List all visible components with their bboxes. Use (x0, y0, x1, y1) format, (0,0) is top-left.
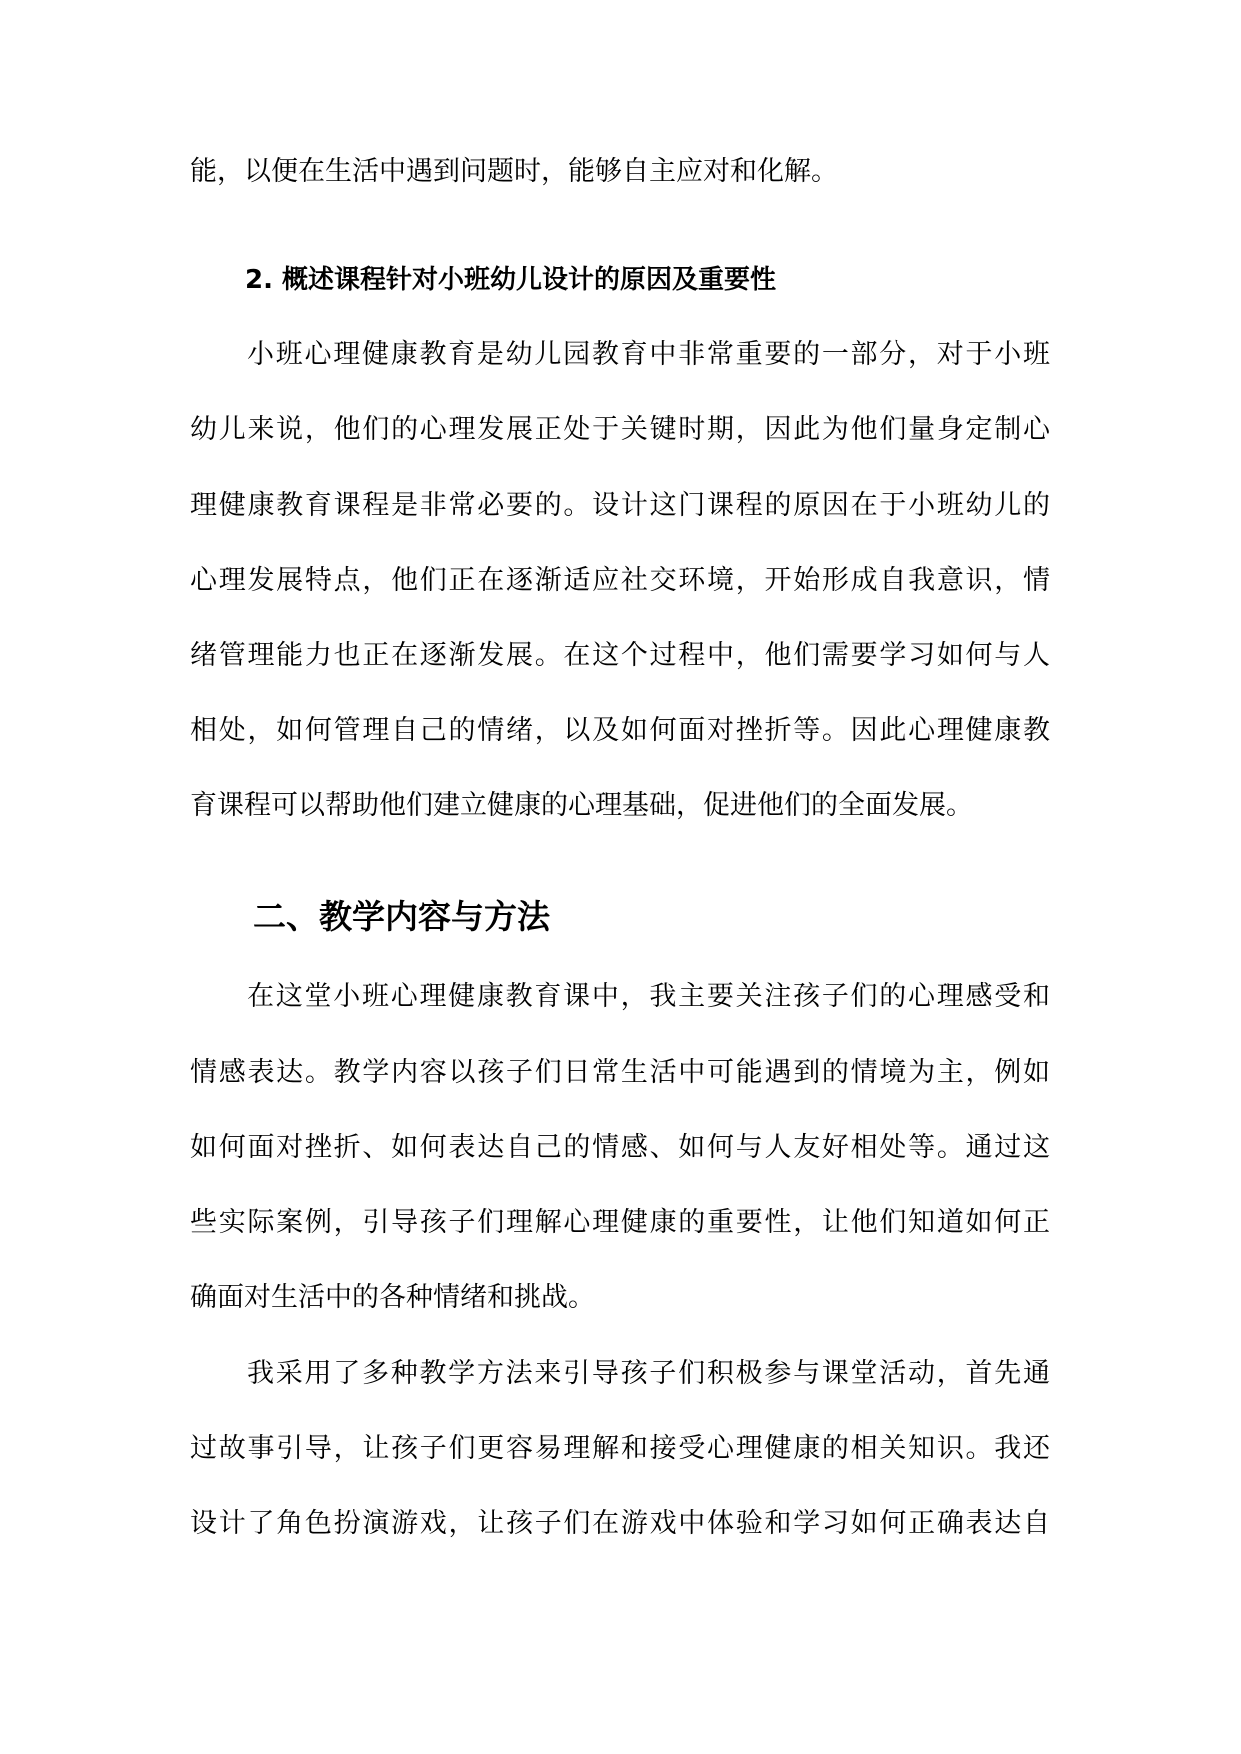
paragraph-line: 设计了角色扮演游戏，让孩子们在游戏中体验和学习如何正确表达自 (190, 1508, 1050, 1539)
paragraph-line: 理健康教育课程是非常必要的。设计这门课程的原因在于小班幼儿的 (190, 490, 1050, 521)
paragraph-line: 小班心理健康教育是幼儿园教育中非常重要的一部分，对于小班 (247, 339, 1050, 370)
chapter-heading: 二、教学内容与方法 (253, 897, 550, 936)
paragraph-line: 在这堂小班心理健康教育课中，我主要关注孩子们的心理感受和 (247, 981, 1050, 1012)
paragraph-line: 我采用了多种教学方法来引导孩子们积极参与课堂活动，首先通 (247, 1358, 1050, 1389)
paragraph-line: 绪管理能力也正在逐渐发展。在这个过程中，他们需要学习如何与人 (190, 640, 1050, 671)
paragraph-line: 过故事引导，让孩子们更容易理解和接受心理健康的相关知识。我还 (190, 1433, 1050, 1464)
paragraph-line: 相处，如何管理自己的情绪，以及如何面对挫折等。因此心理健康教 (190, 715, 1050, 746)
paragraph-line: 情感表达。教学内容以孩子们日常生活中可能遇到的情境为主，例如 (190, 1057, 1050, 1088)
paragraph-line: 心理发展特点，他们正在逐渐适应社交环境，开始形成自我意识，情 (190, 565, 1050, 596)
paragraph-line: 些实际案例，引导孩子们理解心理健康的重要性，让他们知道如何正 (190, 1207, 1050, 1238)
paragraph-line: 幼儿来说，他们的心理发展正处于关键时期，因此为他们量身定制心 (190, 414, 1050, 445)
paragraph-line: 育课程可以帮助他们建立健康的心理基础，促进他们的全面发展。 (190, 790, 973, 821)
paragraph-line: 如何面对挫折、如何表达自己的情感、如何与人友好相处等。通过这 (190, 1132, 1050, 1163)
intro-line: 能，以便在生活中遇到问题时，能够自主应对和化解。 (190, 156, 838, 187)
paragraph-line: 确面对生活中的各种情绪和挑战。 (190, 1282, 595, 1313)
section-heading: 2. 概述课程针对小班幼儿设计的原因及重要性 (245, 265, 777, 295)
